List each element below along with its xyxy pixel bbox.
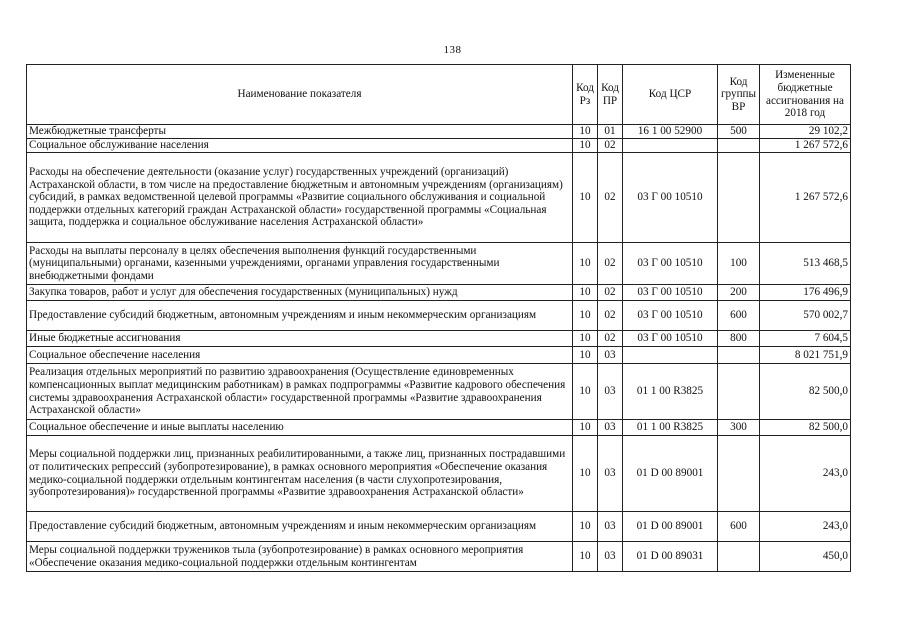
- row-vr: 600: [718, 512, 760, 542]
- row-amount: 1 267 572,6: [760, 153, 851, 243]
- row-vr: 600: [718, 301, 760, 331]
- row-vr: 100: [718, 243, 760, 285]
- table-row: [27, 512, 851, 542]
- row-pr: 02: [598, 285, 623, 301]
- row-pr: 03: [598, 436, 623, 512]
- row-csr: [623, 347, 718, 364]
- row-vr: [718, 364, 760, 420]
- header-amount: Измененные бюджетные ассигнования на 2018 год: [760, 65, 851, 125]
- header-name: Наименование показателя: [27, 65, 573, 125]
- row-csr: 01 1 00 R3825: [623, 364, 718, 420]
- row-csr: 03 Г 00 10510: [623, 285, 718, 301]
- row-rz: 10: [573, 364, 598, 420]
- row-name: Меры социальной поддержки лиц, признанных реабилитированными, а также лиц, признанных пострадавшими от политических репрессий (зубопротезирование), в рамках основного мероприятия «Обеспечение оказания медико-социальной поддержки отдельным контингентам населения (в части слухопротезирования, зубопротезирования)» государственной программы «Развитие здравоохранения Астраханской области»: [27, 436, 573, 512]
- row-csr: 01 D 00 89001: [623, 512, 718, 542]
- row-csr: 01 D 00 89001: [623, 436, 718, 512]
- row-name: Социальное обеспечение населения: [27, 347, 573, 364]
- row-amount: 570 002,7: [760, 301, 851, 331]
- row-rz: 10: [573, 125, 598, 139]
- row-vr: [718, 347, 760, 364]
- row-csr: 01 1 00 R3825: [623, 420, 718, 436]
- table-row: [27, 301, 851, 331]
- row-csr: 01 D 00 89031: [623, 542, 718, 572]
- row-pr: 03: [598, 542, 623, 572]
- row-vr: [718, 153, 760, 243]
- row-vr: [718, 139, 760, 153]
- row-rz: 10: [573, 285, 598, 301]
- row-rz: 10: [573, 542, 598, 572]
- row-pr: 03: [598, 420, 623, 436]
- row-pr: 03: [598, 512, 623, 542]
- table-row: [27, 364, 851, 420]
- row-pr: 03: [598, 364, 623, 420]
- row-csr: 03 Г 00 10510: [623, 243, 718, 285]
- row-amount: 513 468,5: [760, 243, 851, 285]
- row-name: Закупка товаров, работ и услуг для обеспечения государственных (муниципальных) нужд: [27, 285, 573, 301]
- row-amount: 450,0: [760, 542, 851, 572]
- row-amount: 29 102,2: [760, 125, 851, 139]
- row-name: Иные бюджетные ассигнования: [27, 331, 573, 347]
- row-pr: 02: [598, 153, 623, 243]
- row-rz: 10: [573, 420, 598, 436]
- row-pr: 02: [598, 139, 623, 153]
- row-amount: 1 267 572,6: [760, 139, 851, 153]
- row-pr: 03: [598, 347, 623, 364]
- row-vr: 200: [718, 285, 760, 301]
- row-amount: 8 021 751,9: [760, 347, 851, 364]
- row-name: Социальное обслуживание населения: [27, 139, 573, 153]
- row-rz: 10: [573, 347, 598, 364]
- table-row: [27, 436, 851, 512]
- header-vr: Код группы ВР: [718, 65, 760, 125]
- budget-table: [26, 64, 851, 572]
- row-pr: 02: [598, 331, 623, 347]
- table-row: [27, 347, 851, 364]
- row-amount: 82 500,0: [760, 420, 851, 436]
- row-name: Расходы на выплаты персоналу в целях обеспечения выполнения функций государственными (муниципальными) органами, казенными учреждениями, органами управления государственными внебюджетными фондами: [27, 243, 573, 285]
- row-amount: 243,0: [760, 436, 851, 512]
- row-pr: 02: [598, 243, 623, 285]
- row-rz: 10: [573, 512, 598, 542]
- row-csr: 03 Г 00 10510: [623, 331, 718, 347]
- row-name: Предоставление субсидий бюджетным, автономным учреждениям и иным некоммерческим организациям: [27, 512, 573, 542]
- table-header-row: [27, 65, 851, 125]
- table-row: [27, 420, 851, 436]
- table-row: [27, 542, 851, 572]
- table-row: [27, 285, 851, 301]
- row-csr: [623, 139, 718, 153]
- row-csr: 03 Г 00 10510: [623, 153, 718, 243]
- header-rz: Код Рз: [573, 65, 598, 125]
- row-name: Предоставление субсидий бюджетным, автономным учреждениям и иным некоммерческим организациям: [27, 301, 573, 331]
- header-csr: Код ЦСР: [623, 65, 718, 125]
- row-vr: 800: [718, 331, 760, 347]
- row-rz: 10: [573, 436, 598, 512]
- row-csr: 03 Г 00 10510: [623, 301, 718, 331]
- table-row: [27, 331, 851, 347]
- row-pr: 02: [598, 301, 623, 331]
- table-row: [27, 125, 851, 139]
- row-amount: 243,0: [760, 512, 851, 542]
- row-pr: 01: [598, 125, 623, 139]
- row-vr: 500: [718, 125, 760, 139]
- row-rz: 10: [573, 243, 598, 285]
- table-row: [27, 243, 851, 285]
- row-vr: 300: [718, 420, 760, 436]
- page-number: 138: [443, 44, 462, 56]
- row-name: Расходы на обеспечение деятельности (оказание услуг) государственных учреждений (организаций) Астраханской области, в том числе на предоставление бюджетным и автономным учреждениям (организациям) субсидий, в рамках ведомственной целевой программы «Развитие социального обслуживания и социальной поддержки отдельных категорий граждан Астраханской области» государственной программы «Социальная защита, поддержка и социальное обслуживание населения Астраханской области»: [27, 153, 573, 243]
- row-amount: 176 496,9: [760, 285, 851, 301]
- row-csr: 16 1 00 52900: [623, 125, 718, 139]
- row-name: Реализация отдельных мероприятий по развитию здравоохранения (Осуществление единовременных компенсационных выплат медицинским работникам) в рамках подпрограммы «Развитие кадрового обеспечения системы здравоохранения Астраханской области» государственной программы «Развитие здравоохранения Астраханской области»: [27, 364, 573, 420]
- row-name: Меры социальной поддержки тружеников тыла (зубопротезирование) в рамках основного мероприятия «Обеспечение оказания медико-социальной поддержки отдельным контингентам: [27, 542, 573, 572]
- table-row: [27, 153, 851, 243]
- row-rz: 10: [573, 301, 598, 331]
- table-row: [27, 139, 851, 153]
- header-pr: Код ПР: [598, 65, 623, 125]
- row-rz: 10: [573, 331, 598, 347]
- row-name: Межбюджетные трансферты: [27, 125, 573, 139]
- row-vr: [718, 542, 760, 572]
- row-rz: 10: [573, 139, 598, 153]
- row-amount: 82 500,0: [760, 364, 851, 420]
- row-amount: 7 604,5: [760, 331, 851, 347]
- row-vr: [718, 436, 760, 512]
- row-name: Социальное обеспечение и иные выплаты населению: [27, 420, 573, 436]
- row-rz: 10: [573, 153, 598, 243]
